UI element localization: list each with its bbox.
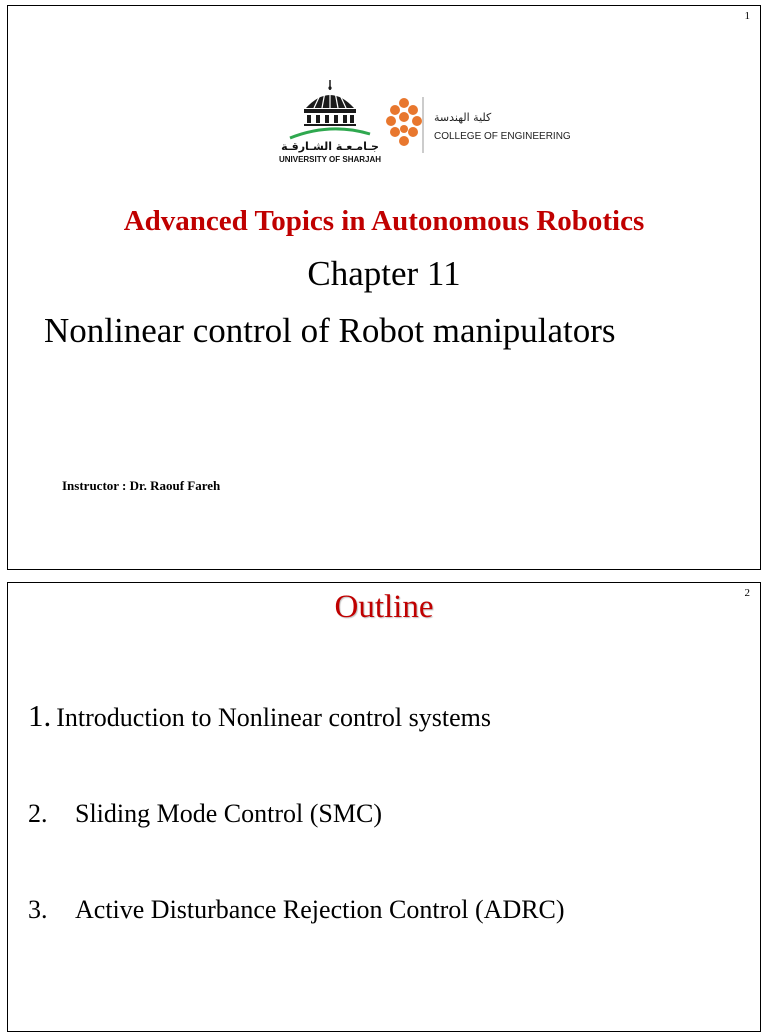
outline-item-text: Active Disturbance Rejection Control (ADRC) bbox=[75, 895, 565, 924]
slide-number: 1 bbox=[744, 10, 750, 22]
university-of-sharjah-logo bbox=[276, 78, 384, 168]
chapter-number: Chapter 11 bbox=[307, 254, 461, 293]
instructor-label: Instructor : Dr. Raouf Fareh bbox=[62, 478, 221, 493]
outline-item bbox=[28, 895, 565, 925]
outline-item-number: 2. bbox=[28, 799, 48, 828]
outline-item bbox=[28, 799, 382, 829]
college-mark-icon bbox=[384, 93, 424, 155]
outline-item-text: Sliding Mode Control (SMC) bbox=[75, 799, 382, 828]
course-title: Advanced Topics in Autonomous Robotics bbox=[123, 205, 645, 237]
logo-area bbox=[276, 78, 571, 173]
slide-number: 2 bbox=[744, 587, 750, 599]
college-arabic-name: كلية الهندسة bbox=[434, 111, 492, 124]
outline-title: Outline bbox=[334, 589, 434, 625]
college-english-name: COLLEGE OF ENGINEERING bbox=[434, 131, 571, 142]
university-english-name: UNIVERSITY OF SHARJAH bbox=[278, 155, 382, 164]
slide-1 bbox=[7, 5, 761, 570]
dome-icon bbox=[276, 78, 384, 140]
university-arabic-name: جـامـعـة الشـارقـة bbox=[281, 140, 379, 153]
outline-item bbox=[28, 698, 491, 734]
college-of-engineering-logo bbox=[384, 93, 571, 158]
outline-item-number: 3. bbox=[28, 895, 48, 924]
outline-item-text: Introduction to Nonlinear control systems bbox=[56, 703, 491, 732]
outline-item-number: 1. bbox=[28, 698, 52, 733]
slide-2 bbox=[7, 582, 761, 1032]
chapter-title: Nonlinear control of Robot manipulators bbox=[44, 311, 616, 350]
